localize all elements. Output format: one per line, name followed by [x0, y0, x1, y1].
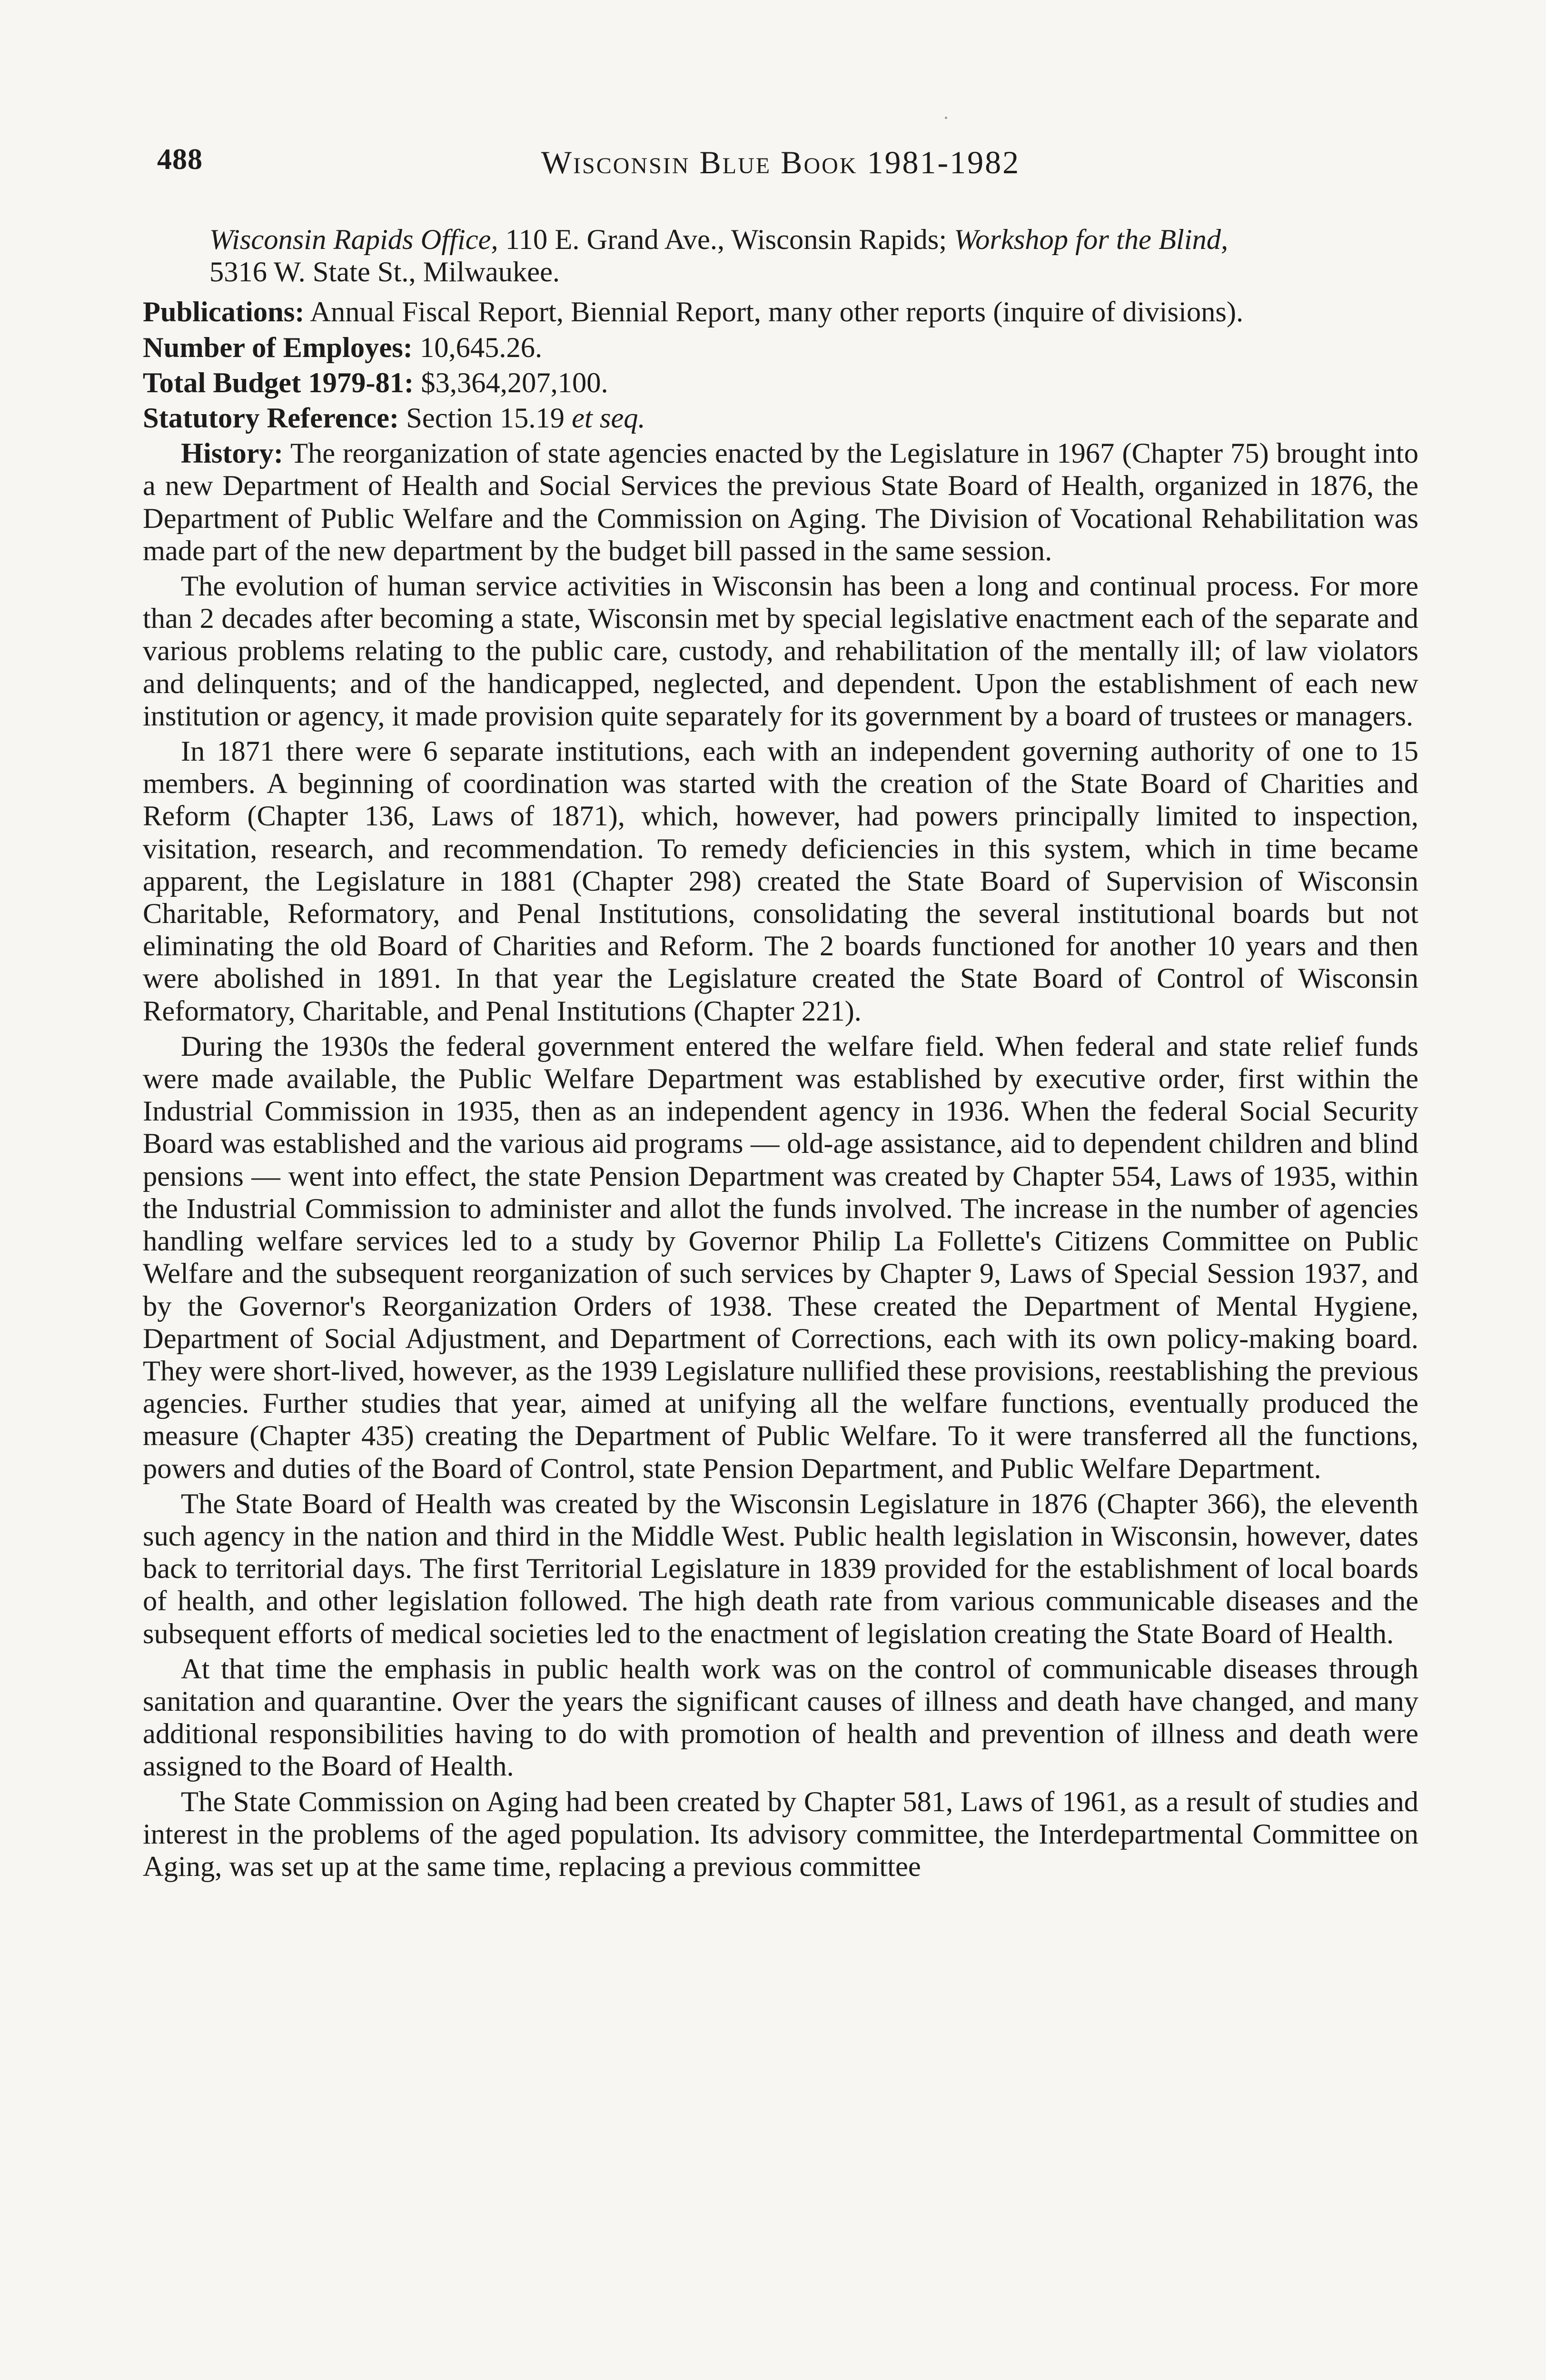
publications-field [143, 296, 1418, 328]
statutory-etseq: et seq. [572, 402, 645, 435]
running-head: Wisconsin Blue Book 1981-1982 [541, 144, 1021, 180]
workshop-address: 5316 W. State St., Milwaukee. [209, 256, 560, 288]
publications-value: Annual Fiscal Report, Biennial Report, many other reports (inquire of divisions). [304, 296, 1244, 328]
history-paragraph-2: The evolution of human service activities in Wisconsin has been a long and continual process. For more than 2 decades after becoming a state, Wisconsin met by special legislative enactment each of the separate and various problems relating to the public care, custody, and rehabilitation of the mentally ill; of law violators and delinquents; and of the handicapped, neglected, and dependent. Upon the establishment of each new institution or agency, it made provision quite separately for its government by a board of trustees or managers. [143, 570, 1418, 732]
statutory-label: Statutory Reference: [143, 402, 399, 435]
workshop-label: Workshop for the Blind, [954, 224, 1229, 256]
paper-speck [945, 117, 947, 119]
employees-label: Number of Employes: [143, 331, 413, 364]
history-paragraph-3: In 1871 there were 6 separate institutions, each with an independent governing authority of one to 15 members. A beginning of coordination was started with the creation of the State Board of Charities and Reform (Chapter 136, Laws of 1871), which, however, had powers principally limited to inspection, visitation, research, and recommendation. To remedy deficiencies in this system, which in time became apparent, the Legislature in 1881 (Chapter 298) created the State Board of Supervision of Wisconsin Charitable, Reformatory, and Penal Institutions, consolidating the several institutional boards but not eliminating the old Board of Charities and Reform. The 2 boards functioned for another 10 years and then were abolished in 1891. In that year the Legislature created the State Board of Control of Wisconsin Reformatory, Charitable, and Penal Institutions (Chapter 221). [143, 735, 1418, 1027]
page-header [143, 143, 1418, 190]
statutory-field [143, 402, 1418, 435]
history-paragraph-6: At that time the emphasis in public health work was on the control of communicable diseases through sanitation and quarantine. Over the years the significant causes of illness and death have changed, and many additional responsibilities having to do with promotion of health and prevention of illness and death were assigned to the Board of Health. [143, 1653, 1418, 1783]
budget-value: $3,364,207,100. [414, 367, 608, 399]
page-number: 488 [157, 143, 203, 176]
history-paragraph-1 [143, 437, 1418, 567]
history-paragraph-5: The State Board of Health was created by the Wisconsin Legislature in 1876 (Chapter 366), the eleventh such agency in the nation and third in the Middle West. Public health legislation in Wisconsin, however, dates back to territorial days. The first Territorial Legislature in 1839 provided for the establishment of local boards of health, and other legislation followed. The high death rate from various communicable diseases and the subsequent efforts of medical societies led to the enactment of legislation creating the State Board of Health. [143, 1488, 1418, 1650]
employees-field [143, 332, 1418, 364]
employees-value: 10,645.26. [412, 331, 543, 364]
office-addresses [143, 224, 1418, 288]
history-paragraph-4: During the 1930s the federal government entered the welfare field. When federal and state relief funds were made available, the Public Welfare Department was established by executive order, first within the Industrial Commission in 1935, then as an independent agency in 1936. When the federal Social Security Board was established and the various aid programs — old-age assistance, aid to dependent children and blind pensions — went into effect, the state Pension Department was created by Chapter 554, Laws of 1935, within the Industrial Commission to administer and allot the funds involved. The increase in the number of agencies handling welfare services led to a study by Governor Philip La Follette's Citizens Committee on Public Welfare and the subsequent reorganization of such services by Chapter 9, Laws of Special Session 1937, and by the Governor's Reorganization Orders of 1938. These created the Department of Mental Hygiene, Department of Social Adjustment, and Department of Corrections, each with its own policy-making board. They were short-lived, however, as the 1939 Legislature nullified these provisions, reestablishing the previous agencies. Further studies that year, aimed at unifying all the welfare functions, eventually produced the measure (Chapter 435) creating the Department of Public Welfare. To it were transferred all the functions, powers and duties of the Board of Control, state Pension Department, and Public Welfare Department. [143, 1030, 1418, 1485]
budget-label: Total Budget 1979-81: [143, 367, 414, 399]
budget-field [143, 367, 1418, 399]
statutory-value: Section 15.19 [399, 402, 572, 435]
publications-label: Publications: [143, 296, 305, 328]
rapids-office-label: Wisconsin Rapids Office, [209, 224, 498, 256]
history-p1-text: The reorganization of state agencies enacted by the Legislature in 1967 (Chapter 75) brought into a new Department of Health and Social Services the previous State Board of Health, organized in 1876, the Department of Public Welfare and the Commission on Aging. The Division of Vocational Rehabilitation was made part of the new department by the budget bill passed in the same session. [143, 437, 1418, 567]
history-label: History: [181, 437, 284, 470]
history-paragraph-7: The State Commission on Aging had been created by Chapter 581, Laws of 1961, as a result of studies and interest in the problems of the aged population. Its advisory committee, the Interdepartmental Committee on Aging, was set up at the same time, replacing a previous committee [143, 1785, 1418, 1883]
rapids-office-address: 110 E. Grand Ave., Wisconsin Rapids; [498, 224, 954, 256]
page-body [143, 224, 1418, 1886]
